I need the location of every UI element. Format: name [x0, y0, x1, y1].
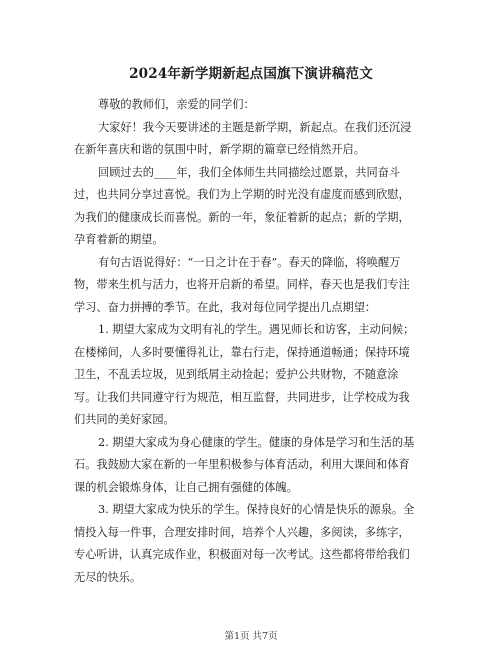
text-line: 专心听讲，认真完成作业，积极面对每一次考试。这些都将带给我们 [74, 548, 410, 561]
text-line: 写。让我们共同遵守行为规范，相互监督，共同进步，让学校成为我 [74, 390, 410, 404]
text-line: 卫生，不乱丢垃圾，见到纸屑主动捡起；爱护公共财物，不随意涂 [74, 368, 399, 381]
text-line: 尊敬的教师们，亲爱的同学们： [98, 98, 255, 111]
paragraph-expectation-1 [74, 319, 434, 432]
text-line: 在楼梯间，人多时要懂得礼让，靠右行走，保持通道畅通；保持环境 [74, 345, 410, 359]
text-line: 有句古语说得好：“一日之计在于春”。春天的降临，将唤醒万 [98, 255, 401, 269]
text-line: 3. 期望大家成为快乐的学生。保持良好的心情是快乐的源泉。全 [98, 503, 415, 516]
text-line: 孕育着新的期望。 [74, 233, 164, 246]
page-number-footer: 第1页 共7页 [224, 631, 278, 642]
text-line: 过，也共同分享过喜悦。我们为上学期的时光没有虚度而感到欣慰， [74, 188, 410, 201]
text-line: 大家好！我今天要讲述的主题是新学期，新起点。在我们还沉浸 [98, 120, 412, 134]
text-line: 课的机会锻炼身体，让自己拥有强健的体魄。 [74, 480, 298, 494]
text-line: 学习、奋力拼搏的季节。在此，我对每位同学提出几点期望： [74, 300, 377, 314]
paragraph-greeting [74, 94, 434, 117]
paragraph-expectation-3 [74, 499, 434, 589]
text-line: 无尽的快乐。 [74, 570, 142, 584]
text-line: 为我们的健康成长而喜悦。新的一年，象征着新的起点；新的学期， [74, 210, 410, 224]
document-title: 2024年新学期新起点国旗下演讲稿范文 [129, 66, 373, 82]
text-line: 回顾过去的____年，我们全体师生共同描绘过愿景，共同奋斗 [98, 165, 401, 179]
text-line: 2. 期望大家成为身心健康的学生。健康的身体是学习和生活的基 [98, 435, 415, 449]
paragraph-review [74, 162, 434, 252]
document-body [74, 94, 434, 589]
text-line: 在新年喜庆和谐的氛围中时，新学期的篇章已经悄然开启。 [74, 143, 365, 156]
paragraph-expectation-2 [74, 432, 434, 500]
text-line: 情投入每一件事，合理安排时间，培养个人兴趣，多阅读，多练字， [74, 525, 410, 539]
text-line: 1. 期望大家成为文明有礼的学生。遇见师长和访客，主动问候； [98, 323, 415, 336]
text-line: 石。我鼓励大家在新的一年里积极参与体育活动，利用大课间和体育 [74, 458, 410, 471]
paragraph-spring [74, 252, 434, 320]
text-line: 物，带来生机与活力，也将开启新的希望。同样，春天也是我们专注 [74, 278, 410, 291]
paragraph-intro [74, 117, 434, 162]
text-line: 们共同的美好家园。 [74, 413, 175, 426]
